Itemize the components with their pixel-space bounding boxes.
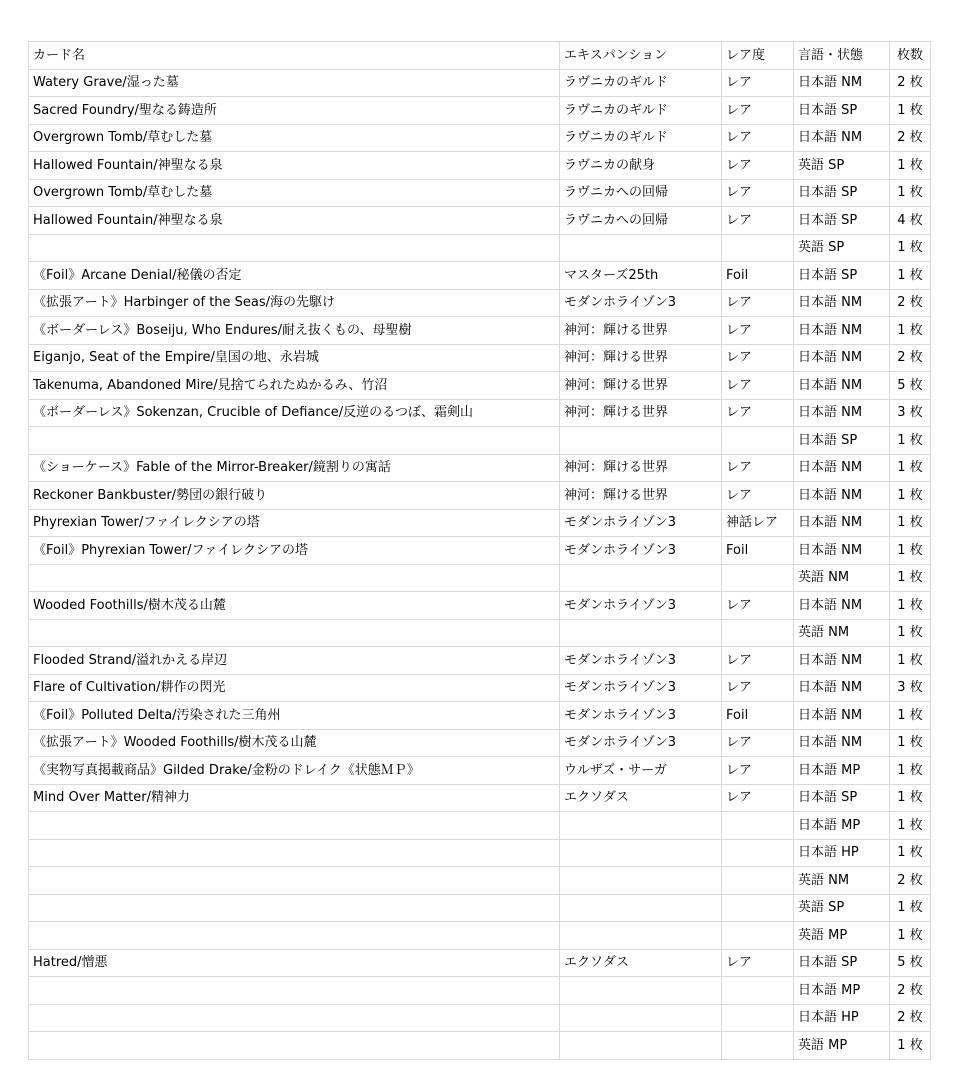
cell-card-name[interactable]: 《Foil》Arcane Denial/秘儀の否定 <box>29 262 560 290</box>
header-count[interactable]: 枚数 <box>890 42 931 70</box>
cell-expansion[interactable]: 神河：輝ける世界 <box>560 454 722 482</box>
cell-count[interactable]: 1 枚 <box>890 812 931 840</box>
cell-lang-condition[interactable]: 日本語 SP <box>794 262 890 290</box>
cell-expansion[interactable]: ラヴニカのギルド <box>560 97 722 125</box>
cell-expansion[interactable]: ラヴニカへの回帰 <box>560 179 722 207</box>
table-row <box>29 124 931 152</box>
cell-count[interactable]: 3 枚 <box>890 399 931 427</box>
cell-lang-condition[interactable]: 日本語 NM <box>794 674 890 702</box>
cell-rarity[interactable]: レア <box>722 289 794 317</box>
cell-rarity[interactable] <box>722 812 794 840</box>
cell-card-name[interactable]: Takenuma, Abandoned Mire/見捨てられたぬかるみ、竹沼 <box>29 372 560 400</box>
cell-expansion[interactable]: モダンホライゾン3 <box>560 729 722 757</box>
cell-lang-condition[interactable]: 英語 NM <box>794 619 890 647</box>
cell-rarity[interactable]: レア <box>722 674 794 702</box>
cell-expansion[interactable]: 神河：輝ける世界 <box>560 317 722 345</box>
cell-rarity[interactable]: レア <box>722 399 794 427</box>
cell-card-name[interactable]: Phyrexian Tower/ファイレクシアの塔 <box>29 509 560 537</box>
cell-card-name[interactable] <box>29 977 560 1005</box>
cell-count[interactable]: 2 枚 <box>890 69 931 97</box>
cell-count[interactable]: 2 枚 <box>890 867 931 895</box>
cell-card-name[interactable]: 《拡張アート》Harbinger of the Seas/海の先駆け <box>29 289 560 317</box>
cell-card-name[interactable]: Eiganjo, Seat of the Empire/皇国の地、永岩城 <box>29 344 560 372</box>
cell-rarity[interactable] <box>722 234 794 262</box>
cell-expansion[interactable] <box>560 812 722 840</box>
cell-card-name[interactable]: 《拡張アート》Wooded Foothills/樹木茂る山麓 <box>29 729 560 757</box>
table-row <box>29 509 931 537</box>
header-expansion[interactable]: エキスパンション <box>560 42 722 70</box>
cell-expansion[interactable]: ラヴニカへの回帰 <box>560 207 722 235</box>
cell-expansion[interactable] <box>560 922 722 950</box>
header-rarity[interactable]: レア度 <box>722 42 794 70</box>
cell-rarity[interactable]: Foil <box>722 537 794 565</box>
cell-count[interactable]: 1 枚 <box>890 537 931 565</box>
cell-card-name[interactable] <box>29 564 560 592</box>
cell-card-name[interactable]: Overgrown Tomb/草むした墓 <box>29 179 560 207</box>
cell-rarity[interactable] <box>722 867 794 895</box>
table-row <box>29 619 931 647</box>
cell-count[interactable]: 1 枚 <box>890 509 931 537</box>
table-row <box>29 867 931 895</box>
cell-lang-condition[interactable]: 英語 SP <box>794 894 890 922</box>
cell-lang-condition[interactable]: 日本語 NM <box>794 317 890 345</box>
cell-card-name[interactable]: Reckoner Bankbuster/勢団の銀行破り <box>29 482 560 510</box>
cell-lang-condition[interactable]: 日本語 NM <box>794 69 890 97</box>
table-body <box>29 69 931 1059</box>
table-row <box>29 757 931 785</box>
cell-expansion[interactable]: モダンホライゾン3 <box>560 537 722 565</box>
table-row <box>29 592 931 620</box>
cell-count[interactable]: 2 枚 <box>890 344 931 372</box>
cell-expansion[interactable]: ウルザズ・サーガ <box>560 757 722 785</box>
cell-lang-condition[interactable]: 英語 NM <box>794 564 890 592</box>
cell-count[interactable]: 2 枚 <box>890 977 931 1005</box>
cell-card-name[interactable]: Hallowed Fountain/神聖なる泉 <box>29 207 560 235</box>
cell-lang-condition[interactable]: 日本語 NM <box>794 647 890 675</box>
cell-rarity[interactable] <box>722 427 794 455</box>
cell-expansion[interactable]: ラヴニカのギルド <box>560 124 722 152</box>
table-row <box>29 977 931 1005</box>
cell-count[interactable]: 1 枚 <box>890 262 931 290</box>
cell-expansion[interactable]: マスターズ25th <box>560 262 722 290</box>
cell-count[interactable]: 1 枚 <box>890 702 931 730</box>
cell-count[interactable]: 1 枚 <box>890 427 931 455</box>
cell-lang-condition[interactable]: 日本語 NM <box>794 454 890 482</box>
cell-expansion[interactable]: ラヴニカのギルド <box>560 69 722 97</box>
cell-expansion[interactable] <box>560 619 722 647</box>
cell-rarity[interactable] <box>722 1032 794 1060</box>
cell-rarity[interactable]: 神話レア <box>722 509 794 537</box>
header-card-name[interactable]: カード名 <box>29 42 560 70</box>
cell-card-name[interactable] <box>29 839 560 867</box>
cell-count[interactable]: 1 枚 <box>890 1032 931 1060</box>
cell-count[interactable]: 1 枚 <box>890 839 931 867</box>
cell-count[interactable]: 1 枚 <box>890 97 931 125</box>
table-row <box>29 482 931 510</box>
cell-count[interactable]: 1 枚 <box>890 784 931 812</box>
table-row <box>29 234 931 262</box>
table-row <box>29 372 931 400</box>
cell-rarity[interactable]: レア <box>722 454 794 482</box>
cell-card-name[interactable]: 《ショーケース》Fable of the Mirror-Breaker/鏡割りの寓話 <box>29 454 560 482</box>
cell-card-name[interactable] <box>29 812 560 840</box>
cell-lang-condition[interactable]: 英語 MP <box>794 922 890 950</box>
cell-count[interactable]: 2 枚 <box>890 124 931 152</box>
cell-expansion[interactable]: モダンホライゾン3 <box>560 674 722 702</box>
cell-rarity[interactable]: レア <box>722 784 794 812</box>
table-row <box>29 894 931 922</box>
cell-expansion[interactable] <box>560 867 722 895</box>
cell-count[interactable]: 2 枚 <box>890 289 931 317</box>
header-lang-condition[interactable]: 言語・状態 <box>794 42 890 70</box>
cell-card-name[interactable]: 《Foil》Phyrexian Tower/ファイレクシアの塔 <box>29 537 560 565</box>
cell-card-name[interactable]: Mind Over Matter/精神力 <box>29 784 560 812</box>
cell-lang-condition[interactable]: 英語 SP <box>794 234 890 262</box>
cell-card-name[interactable]: Hatred/憎悪 <box>29 949 560 977</box>
cell-rarity[interactable]: レア <box>722 372 794 400</box>
cell-expansion[interactable]: モダンホライゾン3 <box>560 592 722 620</box>
table-row <box>29 1032 931 1060</box>
cell-count[interactable]: 1 枚 <box>890 179 931 207</box>
table-row <box>29 922 931 950</box>
cell-rarity[interactable] <box>722 839 794 867</box>
cell-card-name[interactable] <box>29 867 560 895</box>
table-row <box>29 179 931 207</box>
table-row <box>29 317 931 345</box>
cell-card-name[interactable] <box>29 1032 560 1060</box>
cell-expansion[interactable]: モダンホライゾン3 <box>560 509 722 537</box>
cell-expansion[interactable] <box>560 839 722 867</box>
cell-card-name[interactable]: 《実物写真掲載商品》Gilded Drake/金粉のドレイク《状態ＭＰ》 <box>29 757 560 785</box>
cell-card-name[interactable]: Wooded Foothills/樹木茂る山麓 <box>29 592 560 620</box>
cell-card-name[interactable] <box>29 234 560 262</box>
cell-expansion[interactable]: エクソダス <box>560 949 722 977</box>
cell-lang-condition[interactable]: 英語 MP <box>794 1032 890 1060</box>
cell-lang-condition[interactable]: 日本語 MP <box>794 757 890 785</box>
cell-expansion[interactable] <box>560 1004 722 1032</box>
table-row <box>29 949 931 977</box>
cell-rarity[interactable]: レア <box>722 482 794 510</box>
cell-card-name[interactable] <box>29 1004 560 1032</box>
cell-lang-condition[interactable]: 日本語 NM <box>794 702 890 730</box>
cell-expansion[interactable]: モダンホライゾン3 <box>560 647 722 675</box>
cell-count[interactable]: 2 枚 <box>890 1004 931 1032</box>
cell-count[interactable]: 1 枚 <box>890 647 931 675</box>
cell-rarity[interactable]: レア <box>722 757 794 785</box>
cell-lang-condition[interactable]: 日本語 MP <box>794 977 890 1005</box>
cell-expansion[interactable] <box>560 234 722 262</box>
cell-rarity[interactable]: レア <box>722 152 794 180</box>
cell-expansion[interactable] <box>560 894 722 922</box>
table-row <box>29 1004 931 1032</box>
cell-count[interactable]: 1 枚 <box>890 564 931 592</box>
cell-expansion[interactable]: モダンホライゾン3 <box>560 702 722 730</box>
cell-rarity[interactable]: レア <box>722 69 794 97</box>
cell-lang-condition[interactable]: 日本語 SP <box>794 784 890 812</box>
cell-lang-condition[interactable]: 日本語 HP <box>794 1004 890 1032</box>
table-row <box>29 784 931 812</box>
cell-lang-condition[interactable]: 日本語 NM <box>794 482 890 510</box>
table-row <box>29 152 931 180</box>
cell-count[interactable]: 1 枚 <box>890 729 931 757</box>
cell-lang-condition[interactable]: 日本語 NM <box>794 372 890 400</box>
cell-rarity[interactable]: レア <box>722 949 794 977</box>
cell-count[interactable]: 1 枚 <box>890 922 931 950</box>
cell-rarity[interactable]: Foil <box>722 262 794 290</box>
cell-card-name[interactable] <box>29 894 560 922</box>
cell-lang-condition[interactable]: 日本語 SP <box>794 179 890 207</box>
cell-card-name[interactable]: 《ボーダーレス》Sokenzan, Crucible of Defiance/反逆のるつぼ、霜剣山 <box>29 399 560 427</box>
cell-expansion[interactable]: 神河：輝ける世界 <box>560 399 722 427</box>
cell-rarity[interactable]: レア <box>722 179 794 207</box>
cell-count[interactable]: 4 枚 <box>890 207 931 235</box>
cell-lang-condition[interactable]: 英語 SP <box>794 152 890 180</box>
cell-expansion[interactable] <box>560 977 722 1005</box>
cell-rarity[interactable]: レア <box>722 97 794 125</box>
table-row <box>29 564 931 592</box>
cell-rarity[interactable] <box>722 1004 794 1032</box>
header-row <box>29 42 931 70</box>
cell-card-name[interactable]: Sacred Foundry/聖なる鋳造所 <box>29 97 560 125</box>
table-row <box>29 262 931 290</box>
cell-rarity[interactable] <box>722 922 794 950</box>
cell-card-name[interactable]: Hallowed Fountain/神聖なる泉 <box>29 152 560 180</box>
cell-rarity[interactable]: レア <box>722 592 794 620</box>
cell-card-name[interactable]: 《Foil》Polluted Delta/汚染された三角州 <box>29 702 560 730</box>
cell-rarity[interactable]: レア <box>722 344 794 372</box>
cell-lang-condition[interactable]: 日本語 NM <box>794 124 890 152</box>
cell-lang-condition[interactable]: 日本語 NM <box>794 509 890 537</box>
cell-card-name[interactable] <box>29 619 560 647</box>
cell-rarity[interactable] <box>722 977 794 1005</box>
cell-count[interactable]: 5 枚 <box>890 372 931 400</box>
cell-count[interactable]: 1 枚 <box>890 894 931 922</box>
cell-expansion[interactable]: ラヴニカの献身 <box>560 152 722 180</box>
cell-count[interactable]: 5 枚 <box>890 949 931 977</box>
cell-lang-condition[interactable]: 日本語 SP <box>794 207 890 235</box>
cell-expansion[interactable]: 神河：輝ける世界 <box>560 372 722 400</box>
cell-lang-condition[interactable]: 英語 NM <box>794 867 890 895</box>
cell-card-name[interactable]: 《ボーダーレス》Boseiju, Who Endures/耐え抜くもの、母聖樹 <box>29 317 560 345</box>
cell-rarity[interactable]: Foil <box>722 702 794 730</box>
cell-count[interactable]: 1 枚 <box>890 757 931 785</box>
table-row <box>29 839 931 867</box>
cell-lang-condition[interactable]: 日本語 NM <box>794 289 890 317</box>
cell-rarity[interactable]: レア <box>722 729 794 757</box>
cell-count[interactable]: 1 枚 <box>890 619 931 647</box>
cell-count[interactable]: 1 枚 <box>890 234 931 262</box>
cell-rarity[interactable]: レア <box>722 317 794 345</box>
cell-rarity[interactable]: レア <box>722 124 794 152</box>
cell-card-name[interactable]: Watery Grave/湿った墓 <box>29 69 560 97</box>
cell-count[interactable]: 1 枚 <box>890 317 931 345</box>
cell-card-name[interactable] <box>29 922 560 950</box>
table-row <box>29 97 931 125</box>
cell-count[interactable]: 1 枚 <box>890 592 931 620</box>
cell-lang-condition[interactable]: 日本語 SP <box>794 949 890 977</box>
table-row <box>29 702 931 730</box>
table-row <box>29 69 931 97</box>
cell-lang-condition[interactable]: 日本語 NM <box>794 729 890 757</box>
table-row <box>29 812 931 840</box>
card-inventory-table <box>28 41 931 1060</box>
cell-count[interactable]: 1 枚 <box>890 454 931 482</box>
cell-rarity[interactable] <box>722 894 794 922</box>
cell-rarity[interactable]: レア <box>722 647 794 675</box>
table-row <box>29 207 931 235</box>
cell-lang-condition[interactable]: 日本語 SP <box>794 97 890 125</box>
cell-rarity[interactable] <box>722 619 794 647</box>
table-row <box>29 454 931 482</box>
cell-expansion[interactable] <box>560 564 722 592</box>
cell-lang-condition[interactable]: 日本語 HP <box>794 839 890 867</box>
cell-lang-condition[interactable]: 日本語 MP <box>794 812 890 840</box>
cell-expansion[interactable]: 神河：輝ける世界 <box>560 344 722 372</box>
cell-card-name[interactable]: Flooded Strand/溢れかえる岸辺 <box>29 647 560 675</box>
cell-lang-condition[interactable]: 日本語 NM <box>794 537 890 565</box>
cell-lang-condition[interactable]: 日本語 NM <box>794 592 890 620</box>
cell-expansion[interactable] <box>560 1032 722 1060</box>
cell-expansion[interactable]: モダンホライゾン3 <box>560 289 722 317</box>
table-row <box>29 729 931 757</box>
cell-count[interactable]: 3 枚 <box>890 674 931 702</box>
cell-lang-condition[interactable]: 日本語 NM <box>794 344 890 372</box>
cell-expansion[interactable]: 神河：輝ける世界 <box>560 482 722 510</box>
table-row <box>29 674 931 702</box>
table-row <box>29 399 931 427</box>
table-row <box>29 427 931 455</box>
cell-count[interactable]: 1 枚 <box>890 152 931 180</box>
cell-card-name[interactable]: Overgrown Tomb/草むした墓 <box>29 124 560 152</box>
table-row <box>29 537 931 565</box>
table-row <box>29 344 931 372</box>
table-row <box>29 647 931 675</box>
cell-expansion[interactable]: エクソダス <box>560 784 722 812</box>
cell-count[interactable]: 1 枚 <box>890 482 931 510</box>
cell-lang-condition[interactable]: 日本語 SP <box>794 427 890 455</box>
cell-rarity[interactable]: レア <box>722 207 794 235</box>
cell-lang-condition[interactable]: 日本語 NM <box>794 399 890 427</box>
cell-expansion[interactable] <box>560 427 722 455</box>
cell-rarity[interactable] <box>722 564 794 592</box>
cell-card-name[interactable] <box>29 427 560 455</box>
cell-card-name[interactable]: Flare of Cultivation/耕作の閃光 <box>29 674 560 702</box>
table-row <box>29 289 931 317</box>
